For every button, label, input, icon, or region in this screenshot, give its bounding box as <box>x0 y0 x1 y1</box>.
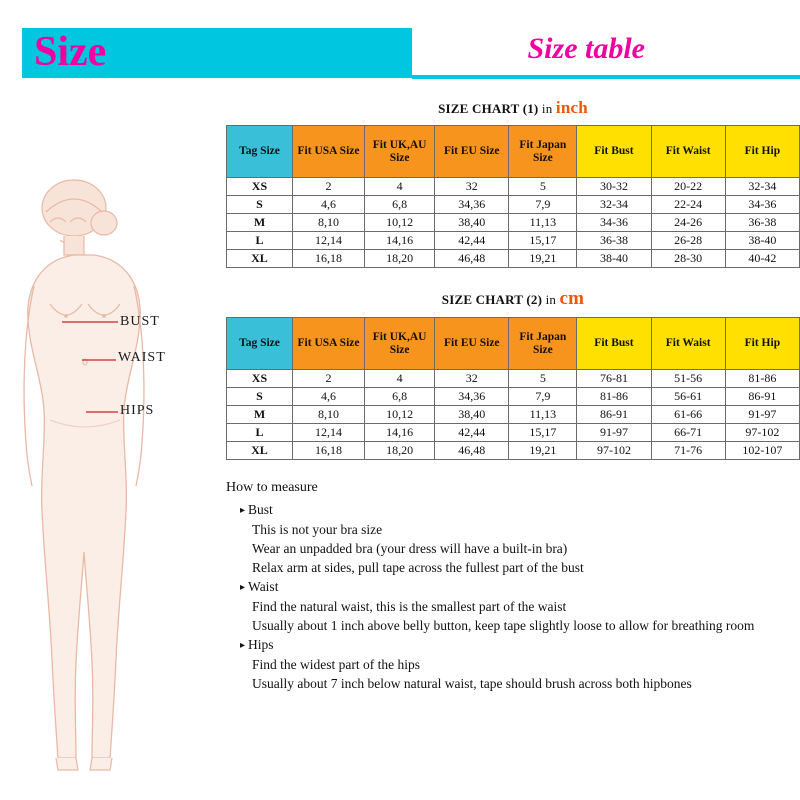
cell-waist: 24-26 <box>651 214 725 232</box>
table-header-row <box>227 126 800 178</box>
cell-tag: S <box>227 388 293 406</box>
cell-hip: 81-86 <box>725 370 799 388</box>
cell-waist: 51-56 <box>651 370 725 388</box>
cell-tag: L <box>227 424 293 442</box>
how-to-waist-heading <box>240 577 800 597</box>
triangle-right-icon: ▸ <box>240 582 246 593</box>
cell-eu: 42,44 <box>435 232 509 250</box>
cell-ukau: 18,20 <box>365 250 435 268</box>
label-hips: HIPS <box>120 403 155 418</box>
cell-bust: 97-102 <box>577 442 651 460</box>
cell-eu: 42,44 <box>435 424 509 442</box>
cell-japan: 7,9 <box>509 388 577 406</box>
triangle-right-icon: ▸ <box>240 640 246 651</box>
cell-usa: 16,18 <box>292 250 364 268</box>
table-row <box>227 214 800 232</box>
col-fit-hip: Fit Hip <box>725 126 799 178</box>
how-to-waist-line-2: Usually about 1 inch above belly button, keep tape slightly loose to allow for breathing room <box>252 618 755 633</box>
cell-ukau: 4 <box>365 178 435 196</box>
how-to-waist-name: Waist <box>248 579 279 594</box>
cell-hip: 38-40 <box>725 232 799 250</box>
cell-ukau: 6,8 <box>365 388 435 406</box>
col-ukau-size: Fit UK,AU Size <box>365 318 435 370</box>
table-row <box>227 406 800 424</box>
cell-japan: 15,17 <box>509 232 577 250</box>
cell-bust: 30-32 <box>577 178 651 196</box>
table-row <box>227 178 800 196</box>
col-fit-bust: Fit Bust <box>577 126 651 178</box>
cell-tag: M <box>227 214 293 232</box>
cell-usa: 4,6 <box>292 196 364 214</box>
size-chart-2-heading: SIZE CHART (2) <box>441 292 543 307</box>
cell-waist: 22-24 <box>651 196 725 214</box>
cell-eu: 38,40 <box>435 214 509 232</box>
cell-tag: L <box>227 232 293 250</box>
cell-eu: 46,48 <box>435 442 509 460</box>
table-row <box>227 442 800 460</box>
how-to-measure-title: How to measure <box>226 480 318 495</box>
size-chart-2-in-word: in <box>545 292 557 307</box>
label-waist: WAIST <box>118 350 166 365</box>
cell-hip: 86-91 <box>725 388 799 406</box>
size-chart-1-in-word: in <box>541 101 553 116</box>
col-fit-waist: Fit Waist <box>651 318 725 370</box>
cell-japan: 11,13 <box>509 406 577 424</box>
cell-usa: 2 <box>292 178 364 196</box>
how-to-bust-heading <box>240 500 800 520</box>
col-japan-size: Fit Japan Size <box>509 318 577 370</box>
how-to-measure-section <box>226 474 800 693</box>
cell-tag: M <box>227 406 293 424</box>
cell-hip: 102-107 <box>725 442 799 460</box>
cell-japan: 19,21 <box>509 442 577 460</box>
cell-ukau: 14,16 <box>365 232 435 250</box>
cell-waist: 61-66 <box>651 406 725 424</box>
how-to-hips-line-1: Find the widest part of the hips <box>252 657 420 672</box>
cell-tag: XS <box>227 178 293 196</box>
cell-waist: 26-28 <box>651 232 725 250</box>
how-to-waist-line-1: Find the natural waist, this is the smallest part of the waist <box>252 599 567 614</box>
how-to-bust-line-3: Relax arm at sides, pull tape across the fullest part of the bust <box>252 560 584 575</box>
body-figure-panel <box>0 90 222 790</box>
cell-bust: 76-81 <box>577 370 651 388</box>
table-header-row <box>227 318 800 370</box>
size-chart-2-title <box>226 282 800 317</box>
cell-usa: 12,14 <box>292 232 364 250</box>
size-chart-2-block <box>226 282 800 460</box>
cell-bust: 32-34 <box>577 196 651 214</box>
cell-hip: 36-38 <box>725 214 799 232</box>
col-usa-size: Fit USA Size <box>292 126 364 178</box>
header-subtitle: Size table <box>527 32 645 65</box>
page-title: Size <box>34 29 107 75</box>
cell-usa: 4,6 <box>292 388 364 406</box>
how-to-hips-line-2: Usually about 7 inch below natural waist, tape should brush across both hipbones <box>252 676 692 691</box>
cell-hip: 91-97 <box>725 406 799 424</box>
cell-eu: 32 <box>435 370 509 388</box>
cell-usa: 8,10 <box>292 214 364 232</box>
col-fit-waist: Fit Waist <box>651 126 725 178</box>
how-to-bust-line-1: This is not your bra size <box>252 522 383 537</box>
cell-eu: 46,48 <box>435 250 509 268</box>
table-row <box>227 424 800 442</box>
size-chart-2-table <box>226 317 800 460</box>
cell-hip: 34-36 <box>725 196 799 214</box>
cell-bust: 36-38 <box>577 232 651 250</box>
cell-waist: 20-22 <box>651 178 725 196</box>
col-usa-size: Fit USA Size <box>292 318 364 370</box>
label-bust: BUST <box>120 314 160 329</box>
cell-waist: 66-71 <box>651 424 725 442</box>
col-fit-bust: Fit Bust <box>577 318 651 370</box>
cell-japan: 15,17 <box>509 424 577 442</box>
how-to-hips-heading <box>240 635 800 655</box>
cell-ukau: 10,12 <box>365 406 435 424</box>
cell-japan: 7,9 <box>509 196 577 214</box>
cell-tag: XS <box>227 370 293 388</box>
cell-japan: 5 <box>509 178 577 196</box>
col-tag-size: Tag Size <box>227 318 293 370</box>
table-row <box>227 388 800 406</box>
col-tag-size: Tag Size <box>227 126 293 178</box>
cell-japan: 19,21 <box>509 250 577 268</box>
cell-japan: 5 <box>509 370 577 388</box>
how-to-bust-line-2: Wear an unpadded bra (your dress will have a built-in bra) <box>252 541 568 556</box>
cell-bust: 81-86 <box>577 388 651 406</box>
size-chart-2-unit: cm <box>559 288 585 309</box>
size-chart-1-heading: SIZE CHART (1) <box>438 101 539 116</box>
size-chart-1-unit: inch <box>555 98 588 117</box>
female-body-illustration <box>0 90 222 790</box>
size-chart-1-title <box>226 92 800 125</box>
cell-ukau: 14,16 <box>365 424 435 442</box>
size-chart-1-table <box>226 125 800 268</box>
cell-eu: 38,40 <box>435 406 509 424</box>
cell-ukau: 6,8 <box>365 196 435 214</box>
cell-eu: 34,36 <box>435 196 509 214</box>
cell-eu: 34,36 <box>435 388 509 406</box>
col-fit-hip: Fit Hip <box>725 318 799 370</box>
size-chart-1-block <box>226 92 800 268</box>
cell-usa: 16,18 <box>292 442 364 460</box>
cell-waist: 71-76 <box>651 442 725 460</box>
cell-eu: 32 <box>435 178 509 196</box>
table-row <box>227 232 800 250</box>
cell-waist: 56-61 <box>651 388 725 406</box>
how-to-bust-name: Bust <box>248 502 273 517</box>
cell-usa: 8,10 <box>292 406 364 424</box>
header-cyan-underline <box>412 75 800 79</box>
cell-hip: 97-102 <box>725 424 799 442</box>
page-header <box>0 28 800 84</box>
cell-usa: 2 <box>292 370 364 388</box>
cell-ukau: 10,12 <box>365 214 435 232</box>
cell-tag: S <box>227 196 293 214</box>
table-row <box>227 250 800 268</box>
cell-tag: XL <box>227 250 293 268</box>
col-japan-size: Fit Japan Size <box>509 126 577 178</box>
cell-bust: 86-91 <box>577 406 651 424</box>
cell-ukau: 18,20 <box>365 442 435 460</box>
cell-bust: 34-36 <box>577 214 651 232</box>
triangle-right-icon: ▸ <box>240 505 246 516</box>
cell-japan: 11,13 <box>509 214 577 232</box>
cell-waist: 28-30 <box>651 250 725 268</box>
col-eu-size: Fit EU Size <box>435 126 509 178</box>
cell-tag: XL <box>227 442 293 460</box>
col-eu-size: Fit EU Size <box>435 318 509 370</box>
charts-content <box>226 92 800 693</box>
cell-bust: 91-97 <box>577 424 651 442</box>
cell-hip: 32-34 <box>725 178 799 196</box>
cell-ukau: 4 <box>365 370 435 388</box>
cell-usa: 12,14 <box>292 424 364 442</box>
cell-bust: 38-40 <box>577 250 651 268</box>
cell-hip: 40-42 <box>725 250 799 268</box>
col-ukau-size: Fit UK,AU Size <box>365 126 435 178</box>
table-row <box>227 196 800 214</box>
how-to-hips-name: Hips <box>248 637 274 652</box>
table-row <box>227 370 800 388</box>
